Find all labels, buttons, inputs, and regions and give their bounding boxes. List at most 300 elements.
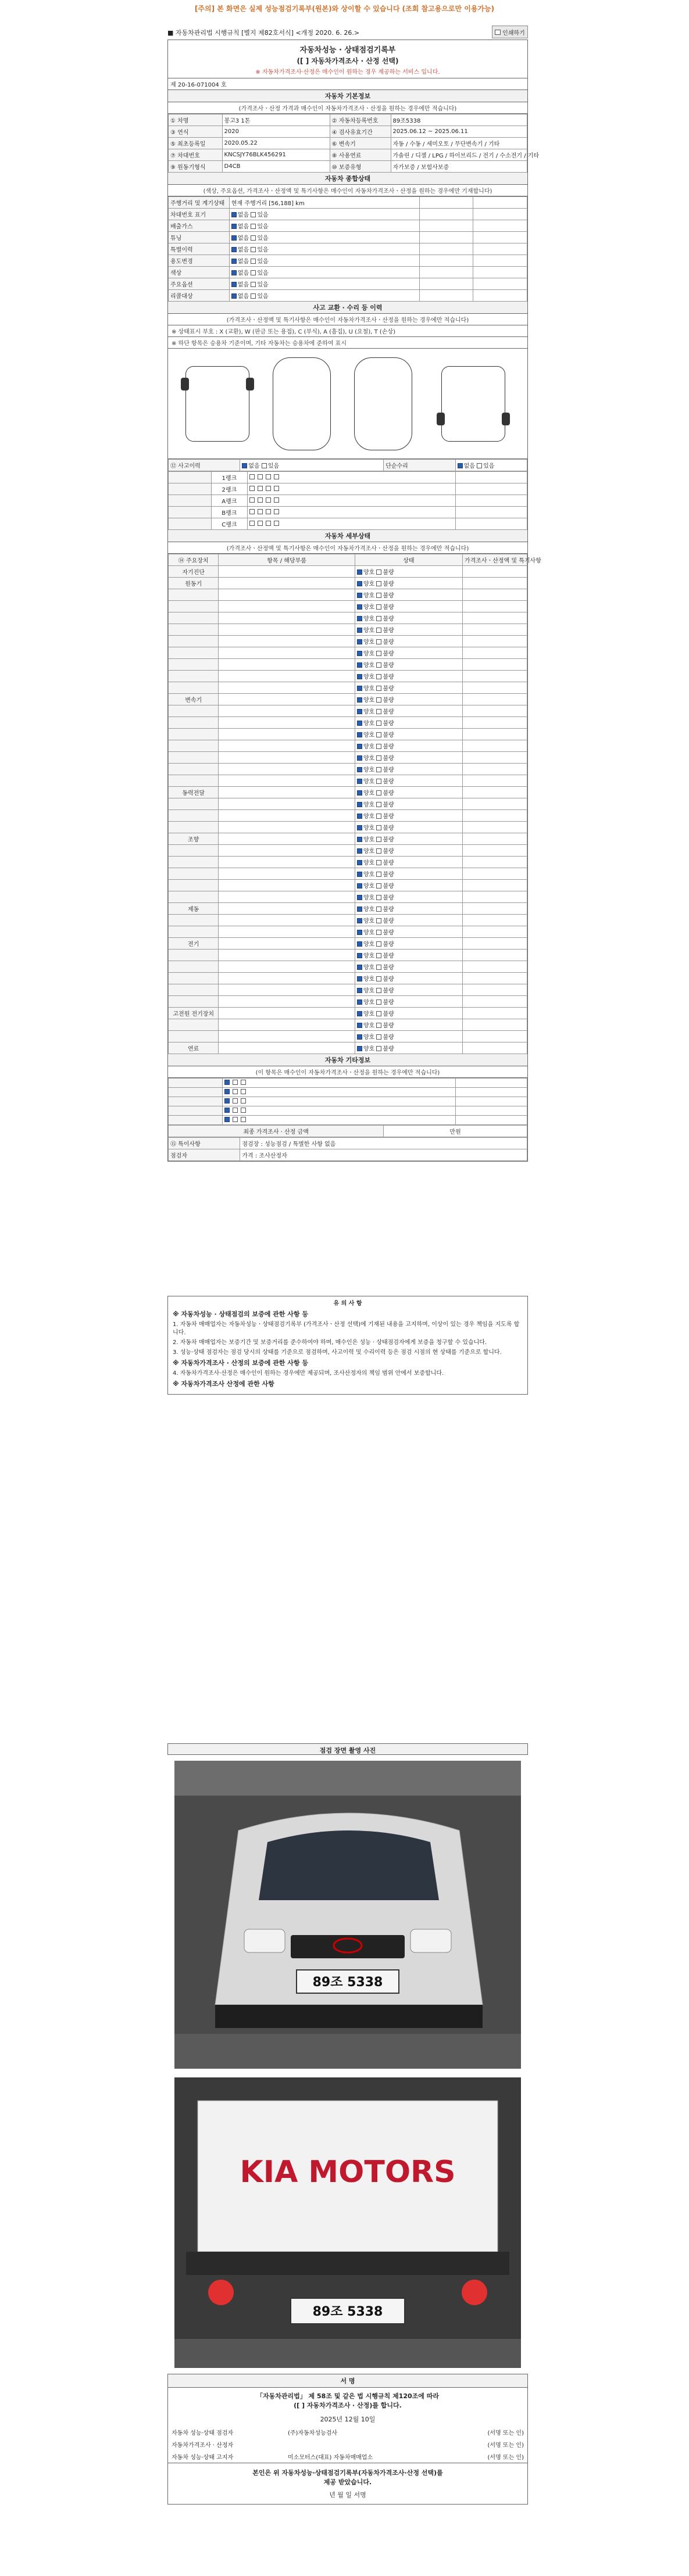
rank-remark — [455, 495, 527, 507]
receipt-text-2: 제공 받았습니다. — [323, 2478, 372, 2486]
signature-section — [167, 2374, 528, 2505]
detail-group: 조향 — [169, 833, 219, 845]
detail-group — [169, 891, 219, 903]
document-number: 제 20-16-071004 호 — [168, 78, 527, 90]
detail-status: 양호 불량 — [355, 926, 462, 938]
detail-status: 양호 불량 — [355, 880, 462, 891]
detail-status: 양호 불량 — [355, 822, 462, 833]
table-row — [169, 507, 527, 518]
detail-item — [219, 566, 355, 578]
detail-group — [169, 671, 219, 682]
column-header: ⑭ 주요장치 — [169, 554, 219, 566]
detail-status: 양호 불량 — [355, 740, 462, 752]
rank-remark — [455, 472, 527, 483]
extra-status — [222, 1079, 455, 1088]
detail-group — [169, 740, 219, 752]
detail-status: 양호 불량 — [355, 950, 462, 961]
detail-status: 양호 불량 — [355, 787, 462, 798]
wheel-shape — [181, 378, 189, 390]
detail-status: 양호 불량 — [355, 717, 462, 729]
car-rear-outline — [441, 366, 505, 442]
car-top-outline-2 — [354, 357, 412, 450]
table-row — [169, 161, 527, 173]
detail-remark — [462, 798, 527, 810]
detail-remark — [462, 891, 527, 903]
basic-value: 89조5338 — [391, 114, 527, 126]
detail-item — [219, 915, 355, 926]
basic-label: ⑦ 차대번호 — [169, 149, 223, 161]
signer-name — [288, 2440, 466, 2449]
extra-label — [169, 1106, 223, 1116]
front-plate-text: 89조 5338 — [312, 1975, 383, 1990]
detail-status: 양호 불량 — [355, 845, 462, 857]
rank-group — [169, 472, 212, 483]
detail-group — [169, 810, 219, 822]
rank-remark — [455, 518, 527, 530]
warning-banner: [주의] 본 화면은 실제 성능점검기록부(원본)와 상이할 수 있습니다 (조회 참고용으로만 이용가능) — [194, 5, 495, 13]
table-row — [169, 1138, 527, 1149]
basic-value: 자동 / 수동 / 세미오토 / 무단변속기 / 기타 — [391, 138, 527, 149]
detail-group — [169, 1031, 219, 1042]
accident-value: 없음 있음 — [240, 460, 384, 471]
detail-status: 양호 불량 — [355, 915, 462, 926]
detail-item — [219, 996, 355, 1008]
detail-remark — [462, 659, 527, 671]
detail-item — [219, 857, 355, 868]
extra-status — [222, 1106, 455, 1116]
detail-remark — [462, 612, 527, 624]
print-label: 인쇄하기 — [502, 30, 525, 37]
price-table — [168, 1125, 527, 1137]
overall-item-status: 없음 있음 — [229, 267, 419, 278]
detail-item — [219, 950, 355, 961]
table-row — [169, 624, 527, 636]
detail-item — [219, 961, 355, 973]
inspector-value: 가격 : 조사산정자 — [240, 1149, 527, 1161]
rank-parts — [247, 472, 455, 483]
table-row — [169, 764, 527, 775]
rank-group — [169, 518, 212, 530]
overall-item-status: 현재 주행거리 [56,188] km — [229, 197, 419, 209]
table-row — [169, 1097, 527, 1106]
rank-label: 1랭크 — [212, 472, 248, 483]
detail-item — [219, 833, 355, 845]
overall-item-status: 없음 있음 — [229, 232, 419, 243]
rank-parts — [247, 507, 455, 518]
detail-item — [219, 647, 355, 659]
car-top-outline — [273, 357, 331, 450]
printer-icon — [495, 30, 501, 35]
overall-price — [419, 278, 473, 290]
table-row — [169, 1042, 527, 1054]
photo-title: 점검 장면 촬영 사진 — [167, 1743, 528, 1755]
extra-remark — [455, 1106, 527, 1116]
overall-price — [419, 255, 473, 267]
detail-group — [169, 717, 219, 729]
detail-remark — [462, 845, 527, 857]
table-row — [169, 495, 527, 507]
document-title: 자동차성능 · 상태점검기록부 — [299, 46, 396, 55]
rear-plate-text: 89조 5338 — [312, 2305, 383, 2319]
rank-label: A랭크 — [212, 495, 248, 507]
table-row — [169, 1079, 527, 1088]
detail-item — [219, 717, 355, 729]
detail-group — [169, 764, 219, 775]
table-row — [169, 787, 527, 798]
detail-table — [168, 554, 541, 1054]
detail-status: 양호 불량 — [355, 833, 462, 845]
table-row — [169, 518, 527, 530]
detail-remark — [462, 950, 527, 961]
extra-status — [222, 1088, 455, 1097]
detail-item — [219, 624, 355, 636]
extra-remark — [455, 1088, 527, 1097]
overall-remark — [473, 209, 527, 220]
table-row — [169, 903, 527, 915]
extra-note: (이 항목은 매수인이 자동차가격조사ㆍ산정을 원하는 경우에만 적습니다) — [168, 1066, 527, 1078]
overall-item-label: 차대번호 표기 — [169, 209, 230, 220]
detail-remark — [462, 671, 527, 682]
table-row — [169, 880, 527, 891]
detail-group — [169, 636, 219, 647]
table-row — [169, 857, 527, 868]
table-row — [169, 126, 527, 138]
basic-label: ④ 검사유효기간 — [330, 126, 391, 138]
detail-status: 양호 불량 — [355, 984, 462, 996]
detail-group: 변속기 — [169, 694, 219, 705]
table-row — [169, 255, 527, 267]
rank-parts — [247, 483, 455, 495]
detail-status: 양호 불량 — [355, 764, 462, 775]
detail-item — [219, 775, 355, 787]
detail-group — [169, 601, 219, 612]
basic-label: ⑥ 변속기 — [330, 138, 391, 149]
detail-item — [219, 891, 355, 903]
table-row — [169, 950, 527, 961]
table-row — [169, 267, 527, 278]
inspector-table — [168, 1137, 527, 1161]
detail-group — [169, 950, 219, 961]
inspector-label: 점검자 — [169, 1149, 240, 1161]
extra-label — [169, 1116, 223, 1125]
photo-rear — [174, 2077, 521, 2368]
detail-remark — [462, 694, 527, 705]
detail-group — [169, 868, 219, 880]
overall-price — [419, 197, 473, 209]
inspector-value: 점검장 : 성능점검 / 특별한 사항 없음 — [240, 1138, 527, 1149]
overall-item-label: 용도변경 — [169, 255, 230, 267]
detail-remark — [462, 857, 527, 868]
basic-value: 2020.05.22 — [222, 138, 330, 149]
overall-item-status: 없음 있음 — [229, 243, 419, 255]
detail-item — [219, 868, 355, 880]
rank-group — [169, 507, 212, 518]
table-row — [169, 149, 527, 161]
detail-remark — [462, 810, 527, 822]
table-row — [169, 1116, 527, 1125]
rank-label: C랭크 — [212, 518, 248, 530]
detail-remark — [462, 717, 527, 729]
detail-remark — [462, 1042, 527, 1054]
overall-remark — [473, 290, 527, 302]
notes-heading-3: ※ 자동차가격조사 산정에 관한 사항 — [173, 1380, 274, 1388]
detail-item — [219, 938, 355, 950]
extra-title: 자동차 기타정보 — [168, 1054, 527, 1066]
table-row — [169, 659, 527, 671]
detail-status: 양호 불량 — [355, 601, 462, 612]
document-notice: ※ 자동차가격조사·산정은 매수인이 원하는 경우 제공하는 서비스 입니다. — [255, 69, 440, 76]
detail-item — [219, 822, 355, 833]
basic-label: ③ 연식 — [169, 126, 223, 138]
table-row — [169, 1106, 527, 1116]
detail-item — [219, 740, 355, 752]
basic-label: ⑤ 최초등록일 — [169, 138, 223, 149]
rank-label: B랭크 — [212, 507, 248, 518]
detail-status: 양호 불량 — [355, 903, 462, 915]
law-reference: ■ 자동차관리법 시행규칙 [별지 제82호서식] <개정 2020. 6. 26.> — [167, 29, 360, 37]
detail-group — [169, 775, 219, 787]
overall-item-label: 튜닝 — [169, 232, 230, 243]
basic-value: 2025.06.12 ~ 2025.06.11 — [391, 126, 527, 138]
extra-label — [169, 1088, 223, 1097]
overall-note: (색상, 주요옵션, 가격조사ㆍ산정액 및 특기사항은 매수인이 자동차가격조사ㆍ산정을 원하는 경우에만 기재합니다) — [168, 185, 527, 196]
detail-remark — [462, 996, 527, 1008]
detail-item — [219, 787, 355, 798]
price-unit: 만원 — [449, 1129, 461, 1135]
detail-remark — [462, 961, 527, 973]
overall-remark — [473, 243, 527, 255]
receipt-text-1: 본인은 위 자동차성능·상태점검기록부(자동차가격조사·산정 선택)를 — [168, 2463, 527, 2477]
detail-item — [219, 636, 355, 647]
wheel-shape — [502, 413, 510, 425]
repair-title: 사고 교환 · 수리 등 이력 — [168, 302, 527, 314]
signature-date: 2025년 12월 10일 — [320, 2416, 376, 2423]
detail-item — [219, 682, 355, 694]
overall-item-label: 특별이력 — [169, 243, 230, 255]
detail-status: 양호 불량 — [355, 624, 462, 636]
detail-status: 양호 불량 — [355, 566, 462, 578]
table-row — [169, 694, 527, 705]
repair-note: (가격조사ㆍ산정액 및 특기사항은 매수인이 자동차가격조사ㆍ산정을 원하는 경우에만 적습니다) — [168, 314, 527, 325]
detail-item — [219, 694, 355, 705]
detail-group — [169, 973, 219, 984]
detail-group: 원동기 — [169, 578, 219, 589]
table-row — [169, 278, 527, 290]
table-row — [169, 290, 527, 302]
basic-value: KNCSJY76BLK456291 — [222, 149, 330, 161]
detail-item — [219, 1042, 355, 1054]
detail-item — [219, 810, 355, 822]
detail-group: 고전원 전기장치 — [169, 1008, 219, 1019]
detail-item — [219, 752, 355, 764]
signature-row — [168, 2450, 527, 2463]
detail-item — [219, 671, 355, 682]
detail-status: 양호 불량 — [355, 636, 462, 647]
overall-remark — [473, 232, 527, 243]
detail-remark — [462, 984, 527, 996]
detail-remark — [462, 868, 527, 880]
table-row — [169, 705, 527, 717]
overall-item-status: 없음 있음 — [229, 209, 419, 220]
photo-front — [174, 1761, 521, 2069]
detail-group: 제동 — [169, 903, 219, 915]
detail-item — [219, 926, 355, 938]
simple-repair-value: 없음 있음 — [455, 460, 527, 471]
detail-remark — [462, 705, 527, 717]
rank-label: 2랭크 — [212, 483, 248, 495]
basic-label: ② 자동차등록번호 — [330, 114, 391, 126]
table-row — [169, 1031, 527, 1042]
overall-item-status: 없음 있음 — [229, 255, 419, 267]
table-row — [169, 460, 527, 471]
table-header-row — [169, 554, 527, 566]
table-row — [169, 798, 527, 810]
table-row — [169, 915, 527, 926]
extra-label — [169, 1079, 223, 1088]
rank-parts — [247, 518, 455, 530]
note-paragraph: 2. 자동차 매매업자는 보증기간 및 보증거리를 준수하여야 하며, 매수인은 성능 · 상태점검자에게 보증을 청구할 수 있습니다. — [173, 1339, 487, 1346]
detail-item — [219, 729, 355, 740]
detail-remark — [462, 1031, 527, 1042]
table-row — [169, 973, 527, 984]
detail-group — [169, 682, 219, 694]
detail-group — [169, 845, 219, 857]
table-row — [169, 729, 527, 740]
detail-group — [169, 624, 219, 636]
table-row — [169, 1088, 527, 1097]
wheel-shape — [437, 413, 445, 425]
extra-table — [168, 1078, 527, 1125]
detail-status: 양호 불량 — [355, 671, 462, 682]
print-button[interactable] — [492, 26, 528, 38]
overall-title: 자동차 종합상태 — [168, 173, 527, 185]
signature-row — [168, 2426, 527, 2438]
final-price-value — [384, 1126, 527, 1137]
overall-item-label: 주행거리 및 계기상태 — [169, 197, 230, 209]
detail-item — [219, 880, 355, 891]
detail-group — [169, 857, 219, 868]
detail-group: 연료 — [169, 1042, 219, 1054]
simple-repair-label: 단순수리 — [384, 460, 455, 471]
signer-role: 자동차가격조사 · 산정자 — [172, 2442, 234, 2449]
table-row — [169, 589, 527, 601]
document-header — [168, 40, 527, 78]
detail-status: 양호 불량 — [355, 996, 462, 1008]
detail-group — [169, 961, 219, 973]
extra-remark — [455, 1079, 527, 1088]
table-row — [169, 138, 527, 149]
overall-remark — [473, 267, 527, 278]
table-row — [169, 775, 527, 787]
table-row — [169, 472, 527, 483]
basic-info-note: (가격조사ㆍ산정 가격과 매수인이 자동차가격조사ㆍ산정을 원하는 경우에만 적습니다) — [168, 102, 527, 114]
signature-row — [168, 2438, 527, 2450]
detail-group — [169, 705, 219, 717]
detail-item — [219, 798, 355, 810]
table-row — [169, 197, 527, 209]
overall-item-status: 없음 있음 — [229, 278, 419, 290]
overall-item-status: 없음 있음 — [229, 220, 419, 232]
table-row — [169, 220, 527, 232]
overall-remark — [473, 278, 527, 290]
detail-status: 양호 불량 — [355, 729, 462, 740]
signer-role: 자동차 성능·상태 고지자 — [172, 2455, 234, 2461]
table-row — [169, 1019, 527, 1031]
table-row — [169, 961, 527, 973]
detail-remark — [462, 566, 527, 578]
overall-item-label: 색상 — [169, 267, 230, 278]
detail-item — [219, 578, 355, 589]
detail-remark — [462, 729, 527, 740]
detail-status: 양호 불량 — [355, 775, 462, 787]
signer-role: 자동차 성능·상태 점검자 — [172, 2430, 234, 2437]
detail-remark — [462, 1008, 527, 1019]
table-row — [169, 671, 527, 682]
rank-group — [169, 495, 212, 507]
table-row — [169, 752, 527, 764]
overall-item-label: 리콜대상 — [169, 290, 230, 302]
extra-remark — [455, 1116, 527, 1125]
detail-item — [219, 1031, 355, 1042]
signature-text-1: 「자동차관리법」 제 58조 및 같은 법 시행규칙 제120조에 따라 — [256, 2392, 440, 2400]
detail-status: 양호 불량 — [355, 1031, 462, 1042]
table-row — [169, 810, 527, 822]
detail-group — [169, 1019, 219, 1031]
final-price-label: 최종 가격조사 · 산정 금액 — [169, 1126, 384, 1137]
notes-section — [167, 1296, 528, 1395]
basic-info-title: 자동차 기본정보 — [168, 90, 527, 102]
detail-status: 양호 불량 — [355, 752, 462, 764]
overall-item-label: 배출가스 — [169, 220, 230, 232]
extra-label — [169, 1097, 223, 1106]
overall-price — [419, 232, 473, 243]
column-header: 가격조사ㆍ산정액 및 특기사항 — [462, 554, 527, 566]
column-header: 상태 — [355, 554, 462, 566]
table-row — [169, 833, 527, 845]
notes-heading-1: ※ 자동차성능 · 상태점검의 보증에 관한 사항 등 — [173, 1310, 308, 1318]
basic-label: ⑨ 원동기형식 — [169, 161, 223, 173]
detail-status: 양호 불량 — [355, 659, 462, 671]
signer-sign: (서명 또는 인) — [487, 2455, 524, 2461]
overall-price — [419, 290, 473, 302]
detail-group — [169, 984, 219, 996]
signer-sign: (서명 또는 인) — [487, 2430, 524, 2437]
overall-price — [419, 243, 473, 255]
table-row — [169, 1126, 527, 1137]
inspection-record — [167, 40, 541, 1162]
detail-group — [169, 589, 219, 601]
detail-status: 양호 불량 — [355, 1042, 462, 1054]
basic-value: 2020 — [222, 126, 330, 138]
table-row — [169, 717, 527, 729]
detail-status: 양호 불량 — [355, 798, 462, 810]
detail-item — [219, 1019, 355, 1031]
signer-sign: (서명 또는 인) — [487, 2442, 524, 2449]
table-row — [169, 232, 527, 243]
overall-price — [419, 267, 473, 278]
detail-status: 양호 불량 — [355, 612, 462, 624]
detail-remark — [462, 880, 527, 891]
detail-remark — [462, 578, 527, 589]
notes-title: 유 의 사 항 — [333, 1300, 362, 1307]
extra-status — [222, 1097, 455, 1106]
detail-group: 동력전달 — [169, 787, 219, 798]
repair-legend: ※ 상태표시 부호 : X (교환), W (판금 또는 용접), C (부식), A (흠집), U (요철), T (손상) — [168, 325, 527, 337]
detail-item — [219, 659, 355, 671]
detail-remark — [462, 601, 527, 612]
detail-status: 양호 불량 — [355, 705, 462, 717]
note-paragraph: 3. 성능·상태 점검자는 점검 당시의 상태를 기준으로 점검하며, 사고이력 및 수리이력 등은 점검 시점의 현 상태를 기준으로 합니다. — [173, 1349, 502, 1356]
